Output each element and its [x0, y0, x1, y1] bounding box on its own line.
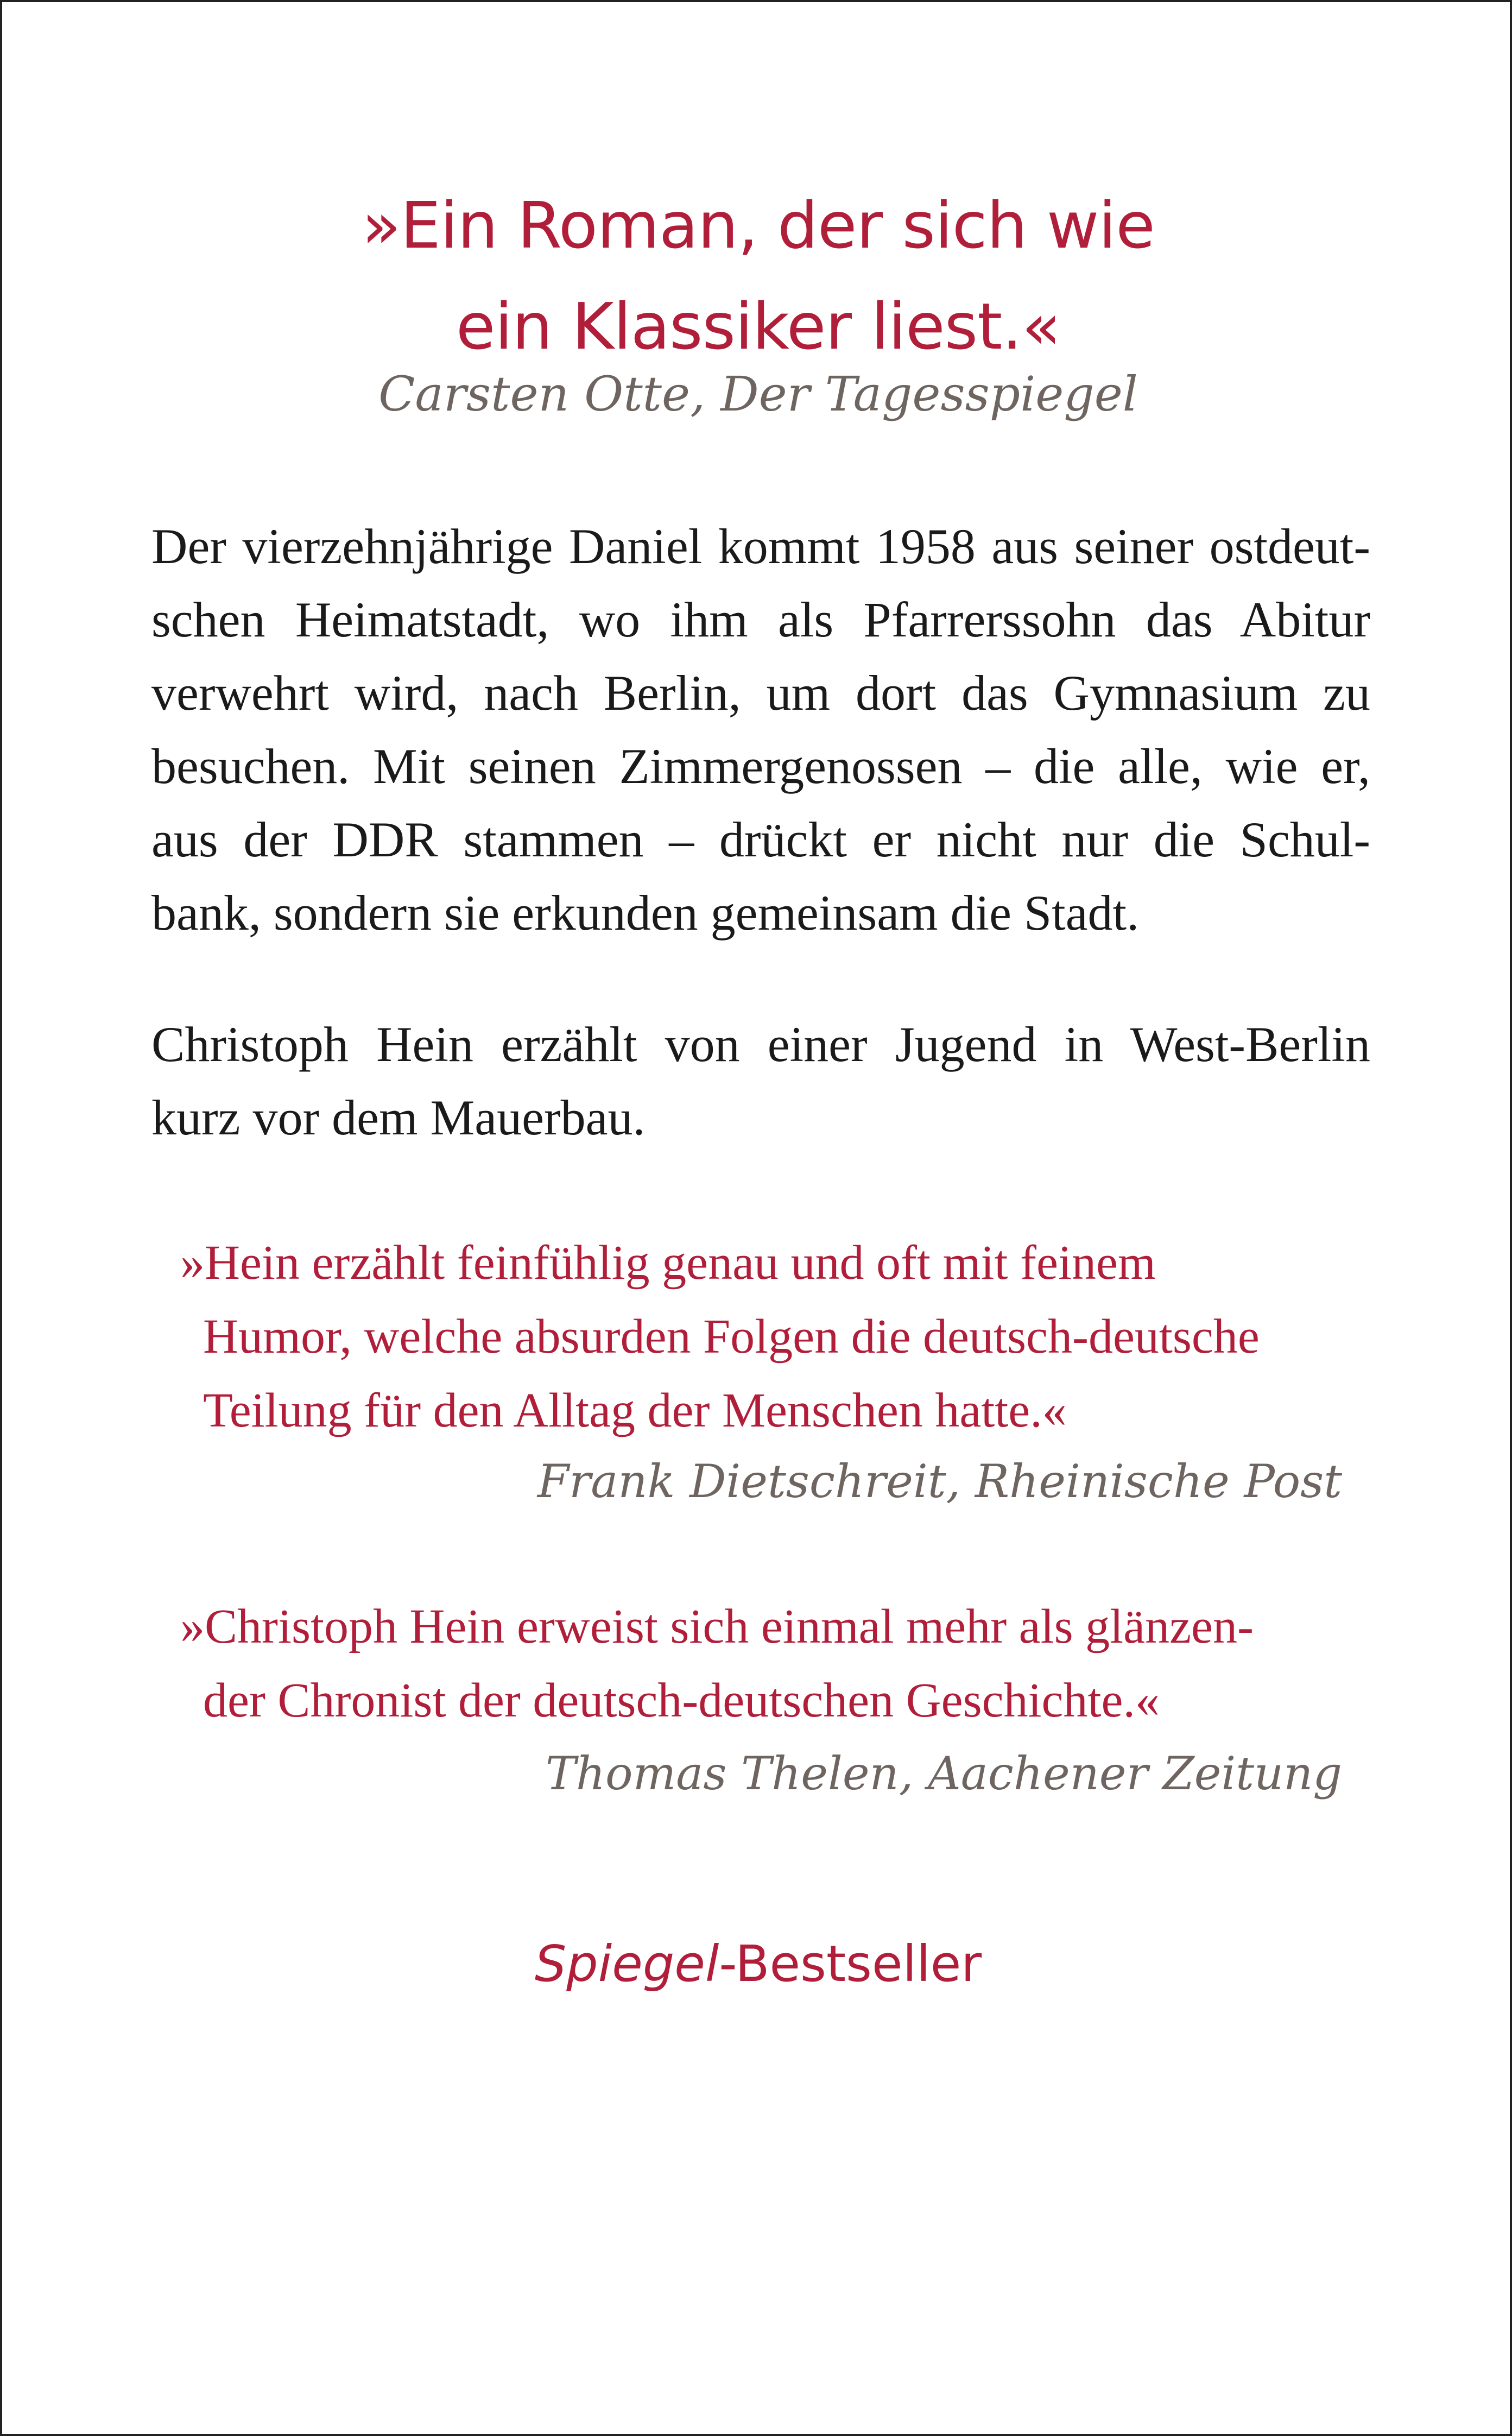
description-line: Der vierzehnjährige Daniel kommt 1958 aus seiner ostdeut- [151, 519, 1370, 574]
description-line: kurz vor dem Mauerbau. [151, 1090, 646, 1145]
description-line: verwehrt wird, nach Berlin, um dort das Gymnasium zu [151, 665, 1370, 721]
description-line: Christoph Hein erzählt von einer Jugend in West-Berlin [151, 1017, 1370, 1072]
review-line: »Hein erzählt feinfühlig genau und oft mit feinem [180, 1236, 1156, 1290]
description-line: besuchen. Mit seinen Zimmergenossen – die alle, wie er, [151, 739, 1370, 794]
headline-line-2: ein Klassiker liest.« [456, 289, 1061, 364]
review-source-1: Frank Dietschreit, Rheinische Post [537, 1455, 1342, 1508]
review-line: »Christoph Hein erweist sich einmal mehr als glänzen- [180, 1600, 1254, 1654]
description-line: bank, sondern sie erkunden gemeinsam die Stadt. [151, 885, 1140, 941]
bestseller-label [2, 1929, 1512, 1999]
description-line: aus der DDR stammen – drückt er nicht nur die Schul- [151, 812, 1370, 867]
review-line: der Chronist der deutsch-deutschen Geschichte.« [203, 1674, 1160, 1727]
review-quote-1 [180, 1226, 1342, 1448]
review-line: Humor, welche absurden Folgen die deutsch-deutsche [203, 1310, 1260, 1364]
review-quote-2 [180, 1590, 1342, 1738]
description-paragraph-1 [151, 510, 1370, 950]
headline-line-1: »Ein Roman, der sich wie [362, 188, 1155, 263]
bestseller-rest: -Bestseller [719, 1935, 982, 1993]
bestseller-italic: Spiegel [534, 1935, 719, 1993]
review-line: Teilung für den Alltag der Menschen hatte.« [203, 1384, 1067, 1437]
description-line: schen Heimatstadt, wo ihm als Pfarrerssohn das Abitur [151, 592, 1370, 647]
headline-source: Carsten Otte, Der Tagesspiegel [378, 366, 1138, 422]
review-source-2: Thomas Thelen, Aachener Zeitung [545, 1747, 1342, 1800]
headline-quote [2, 175, 1512, 377]
description-paragraph-2 [151, 1008, 1370, 1154]
